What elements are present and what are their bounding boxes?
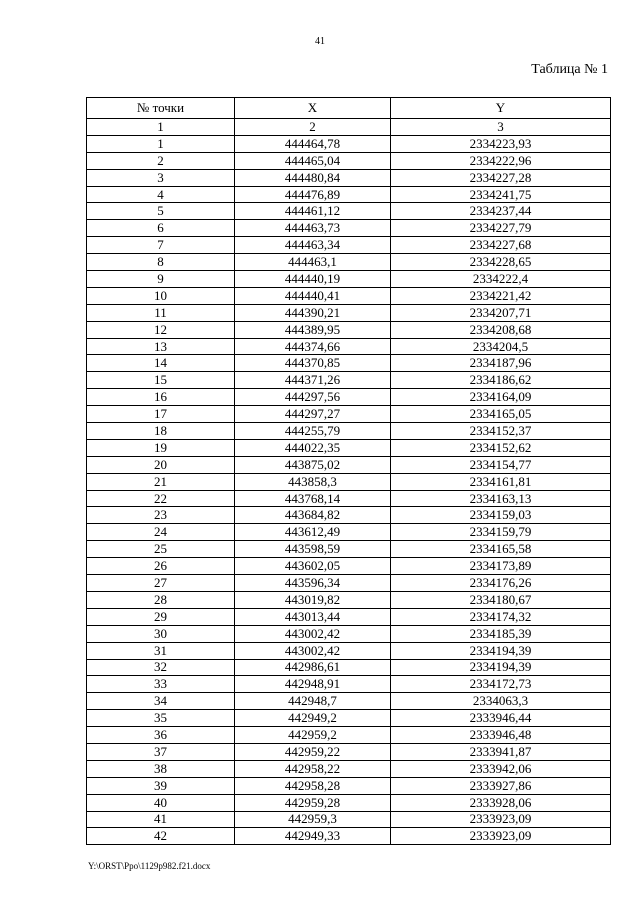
table-row bbox=[87, 507, 611, 524]
point-number-cell: 1 bbox=[87, 135, 235, 152]
point-number-cell: 32 bbox=[87, 659, 235, 676]
y-coordinate-cell: 2334173,89 bbox=[391, 558, 611, 575]
table-row bbox=[87, 389, 611, 406]
point-number-cell: 26 bbox=[87, 558, 235, 575]
point-number-cell: 16 bbox=[87, 389, 235, 406]
table-row bbox=[87, 659, 611, 676]
x-coordinate-cell: 443768,14 bbox=[235, 490, 391, 507]
x-coordinate-cell: 444463,34 bbox=[235, 237, 391, 254]
y-coordinate-cell: 2333928,06 bbox=[391, 794, 611, 811]
y-coordinate-cell: 2334227,68 bbox=[391, 237, 611, 254]
page-number: 41 bbox=[315, 36, 325, 47]
point-number-cell: 18 bbox=[87, 423, 235, 440]
y-coordinate-cell: 2334159,79 bbox=[391, 524, 611, 541]
column-number: 2 bbox=[235, 119, 391, 136]
header-point-number: № точки bbox=[87, 98, 235, 119]
point-number-cell: 24 bbox=[87, 524, 235, 541]
x-coordinate-cell: 444297,27 bbox=[235, 406, 391, 423]
x-coordinate-cell: 442958,28 bbox=[235, 777, 391, 794]
x-coordinate-cell: 444370,85 bbox=[235, 355, 391, 372]
point-number-cell: 7 bbox=[87, 237, 235, 254]
y-coordinate-cell: 2334237,44 bbox=[391, 203, 611, 220]
y-coordinate-cell: 2334207,71 bbox=[391, 304, 611, 321]
x-coordinate-cell: 443596,34 bbox=[235, 575, 391, 592]
x-coordinate-cell: 444389,95 bbox=[235, 321, 391, 338]
table-row bbox=[87, 760, 611, 777]
table-row bbox=[87, 811, 611, 828]
x-coordinate-cell: 442959,3 bbox=[235, 811, 391, 828]
point-number-cell: 28 bbox=[87, 591, 235, 608]
column-number: 1 bbox=[87, 119, 235, 136]
table-row bbox=[87, 456, 611, 473]
x-coordinate-cell: 442949,2 bbox=[235, 710, 391, 727]
y-coordinate-cell: 2334208,68 bbox=[391, 321, 611, 338]
table-row bbox=[87, 473, 611, 490]
table-row bbox=[87, 777, 611, 794]
table-row bbox=[87, 372, 611, 389]
x-coordinate-cell: 444255,79 bbox=[235, 423, 391, 440]
x-coordinate-cell: 444390,21 bbox=[235, 304, 391, 321]
point-number-cell: 33 bbox=[87, 676, 235, 693]
y-coordinate-cell: 2334163,13 bbox=[391, 490, 611, 507]
y-coordinate-cell: 2334186,62 bbox=[391, 372, 611, 389]
x-coordinate-cell: 444463,1 bbox=[235, 254, 391, 271]
point-number-cell: 22 bbox=[87, 490, 235, 507]
point-number-cell: 15 bbox=[87, 372, 235, 389]
x-coordinate-cell: 443002,42 bbox=[235, 625, 391, 642]
x-coordinate-cell: 442958,22 bbox=[235, 760, 391, 777]
table-row bbox=[87, 439, 611, 456]
x-coordinate-cell: 444464,78 bbox=[235, 135, 391, 152]
table-row bbox=[87, 524, 611, 541]
table-caption: Таблица № 1 bbox=[531, 62, 608, 77]
x-coordinate-cell: 444465,04 bbox=[235, 152, 391, 169]
point-number-cell: 14 bbox=[87, 355, 235, 372]
table-row bbox=[87, 338, 611, 355]
point-number-cell: 17 bbox=[87, 406, 235, 423]
point-number-cell: 34 bbox=[87, 693, 235, 710]
table-row bbox=[87, 186, 611, 203]
x-coordinate-cell: 443002,42 bbox=[235, 642, 391, 659]
point-number-cell: 12 bbox=[87, 321, 235, 338]
x-coordinate-cell: 444461,12 bbox=[235, 203, 391, 220]
table-row bbox=[87, 355, 611, 372]
y-coordinate-cell: 2334165,58 bbox=[391, 541, 611, 558]
y-coordinate-cell: 2334180,67 bbox=[391, 591, 611, 608]
x-coordinate-cell: 443602,05 bbox=[235, 558, 391, 575]
point-number-cell: 8 bbox=[87, 254, 235, 271]
table-row bbox=[87, 406, 611, 423]
table-row bbox=[87, 321, 611, 338]
x-coordinate-cell: 442986,61 bbox=[235, 659, 391, 676]
y-coordinate-cell: 2334194,39 bbox=[391, 642, 611, 659]
y-coordinate-cell: 2333946,48 bbox=[391, 727, 611, 744]
column-number-row bbox=[87, 119, 611, 136]
point-number-cell: 37 bbox=[87, 743, 235, 760]
x-coordinate-cell: 444463,73 bbox=[235, 220, 391, 237]
y-coordinate-cell: 2334185,39 bbox=[391, 625, 611, 642]
x-coordinate-cell: 442949,33 bbox=[235, 828, 391, 845]
table-row bbox=[87, 152, 611, 169]
x-coordinate-cell: 444440,41 bbox=[235, 287, 391, 304]
point-number-cell: 21 bbox=[87, 473, 235, 490]
y-coordinate-cell: 2334241,75 bbox=[391, 186, 611, 203]
point-number-cell: 35 bbox=[87, 710, 235, 727]
y-coordinate-cell: 2333923,09 bbox=[391, 811, 611, 828]
header-x: X bbox=[235, 98, 391, 119]
table-row bbox=[87, 794, 611, 811]
table-row bbox=[87, 710, 611, 727]
table-row bbox=[87, 254, 611, 271]
point-number-cell: 40 bbox=[87, 794, 235, 811]
x-coordinate-cell: 442959,28 bbox=[235, 794, 391, 811]
point-number-cell: 13 bbox=[87, 338, 235, 355]
y-coordinate-cell: 2334221,42 bbox=[391, 287, 611, 304]
point-number-cell: 29 bbox=[87, 608, 235, 625]
table-row bbox=[87, 271, 611, 288]
point-number-cell: 6 bbox=[87, 220, 235, 237]
y-coordinate-cell: 2334227,28 bbox=[391, 169, 611, 186]
table-row bbox=[87, 591, 611, 608]
x-coordinate-cell: 442948,7 bbox=[235, 693, 391, 710]
y-coordinate-cell: 2333941,87 bbox=[391, 743, 611, 760]
point-number-cell: 31 bbox=[87, 642, 235, 659]
table-row bbox=[87, 676, 611, 693]
table-row bbox=[87, 304, 611, 321]
x-coordinate-cell: 443858,3 bbox=[235, 473, 391, 490]
y-coordinate-cell: 2334222,4 bbox=[391, 271, 611, 288]
table-row bbox=[87, 642, 611, 659]
coordinates-table bbox=[86, 97, 611, 845]
y-coordinate-cell: 2333946,44 bbox=[391, 710, 611, 727]
point-number-cell: 3 bbox=[87, 169, 235, 186]
x-coordinate-cell: 443612,49 bbox=[235, 524, 391, 541]
footer-file-path: Y:\ORST\Ppo\1129p982.f21.docx bbox=[88, 861, 211, 871]
table-row bbox=[87, 608, 611, 625]
x-coordinate-cell: 443019,82 bbox=[235, 591, 391, 608]
table-row bbox=[87, 237, 611, 254]
x-coordinate-cell: 444022,35 bbox=[235, 439, 391, 456]
point-number-cell: 38 bbox=[87, 760, 235, 777]
point-number-cell: 23 bbox=[87, 507, 235, 524]
y-coordinate-cell: 2334152,37 bbox=[391, 423, 611, 440]
header-row bbox=[87, 98, 611, 119]
y-coordinate-cell: 2334228,65 bbox=[391, 254, 611, 271]
x-coordinate-cell: 444480,84 bbox=[235, 169, 391, 186]
y-coordinate-cell: 2334174,32 bbox=[391, 608, 611, 625]
x-coordinate-cell: 444371,26 bbox=[235, 372, 391, 389]
table-row bbox=[87, 169, 611, 186]
y-coordinate-cell: 2334165,05 bbox=[391, 406, 611, 423]
y-coordinate-cell: 2334172,73 bbox=[391, 676, 611, 693]
point-number-cell: 30 bbox=[87, 625, 235, 642]
y-coordinate-cell: 2334176,26 bbox=[391, 575, 611, 592]
point-number-cell: 41 bbox=[87, 811, 235, 828]
y-coordinate-cell: 2333923,09 bbox=[391, 828, 611, 845]
point-number-cell: 2 bbox=[87, 152, 235, 169]
table-row bbox=[87, 575, 611, 592]
y-coordinate-cell: 2334159,03 bbox=[391, 507, 611, 524]
table-row bbox=[87, 693, 611, 710]
table-row bbox=[87, 727, 611, 744]
x-coordinate-cell: 444476,89 bbox=[235, 186, 391, 203]
y-coordinate-cell: 2334152,62 bbox=[391, 439, 611, 456]
table-row bbox=[87, 203, 611, 220]
point-number-cell: 20 bbox=[87, 456, 235, 473]
point-number-cell: 4 bbox=[87, 186, 235, 203]
y-coordinate-cell: 2334154,77 bbox=[391, 456, 611, 473]
header-y: Y bbox=[391, 98, 611, 119]
x-coordinate-cell: 444374,66 bbox=[235, 338, 391, 355]
table-row bbox=[87, 490, 611, 507]
y-coordinate-cell: 2334164,09 bbox=[391, 389, 611, 406]
table-row bbox=[87, 558, 611, 575]
y-coordinate-cell: 2334194,39 bbox=[391, 659, 611, 676]
table-body bbox=[87, 135, 611, 844]
point-number-cell: 25 bbox=[87, 541, 235, 558]
x-coordinate-cell: 442959,2 bbox=[235, 727, 391, 744]
table-row bbox=[87, 828, 611, 845]
y-coordinate-cell: 2334204,5 bbox=[391, 338, 611, 355]
table-row bbox=[87, 541, 611, 558]
y-coordinate-cell: 2334222,96 bbox=[391, 152, 611, 169]
y-coordinate-cell: 2334063,3 bbox=[391, 693, 611, 710]
table-row bbox=[87, 135, 611, 152]
x-coordinate-cell: 443013,44 bbox=[235, 608, 391, 625]
point-number-cell: 11 bbox=[87, 304, 235, 321]
point-number-cell: 5 bbox=[87, 203, 235, 220]
x-coordinate-cell: 443875,02 bbox=[235, 456, 391, 473]
y-coordinate-cell: 2334187,96 bbox=[391, 355, 611, 372]
x-coordinate-cell: 443684,82 bbox=[235, 507, 391, 524]
point-number-cell: 42 bbox=[87, 828, 235, 845]
table-row bbox=[87, 743, 611, 760]
point-number-cell: 19 bbox=[87, 439, 235, 456]
column-number: 3 bbox=[391, 119, 611, 136]
y-coordinate-cell: 2334161,81 bbox=[391, 473, 611, 490]
point-number-cell: 36 bbox=[87, 727, 235, 744]
x-coordinate-cell: 443598,59 bbox=[235, 541, 391, 558]
table-row bbox=[87, 220, 611, 237]
table-row bbox=[87, 287, 611, 304]
point-number-cell: 39 bbox=[87, 777, 235, 794]
x-coordinate-cell: 442948,91 bbox=[235, 676, 391, 693]
point-number-cell: 9 bbox=[87, 271, 235, 288]
point-number-cell: 27 bbox=[87, 575, 235, 592]
table-header bbox=[87, 98, 611, 136]
y-coordinate-cell: 2334223,93 bbox=[391, 135, 611, 152]
y-coordinate-cell: 2333927,86 bbox=[391, 777, 611, 794]
x-coordinate-cell: 444297,56 bbox=[235, 389, 391, 406]
x-coordinate-cell: 442959,22 bbox=[235, 743, 391, 760]
table-row bbox=[87, 625, 611, 642]
y-coordinate-cell: 2333942,06 bbox=[391, 760, 611, 777]
y-coordinate-cell: 2334227,79 bbox=[391, 220, 611, 237]
point-number-cell: 10 bbox=[87, 287, 235, 304]
table-row bbox=[87, 423, 611, 440]
x-coordinate-cell: 444440,19 bbox=[235, 271, 391, 288]
